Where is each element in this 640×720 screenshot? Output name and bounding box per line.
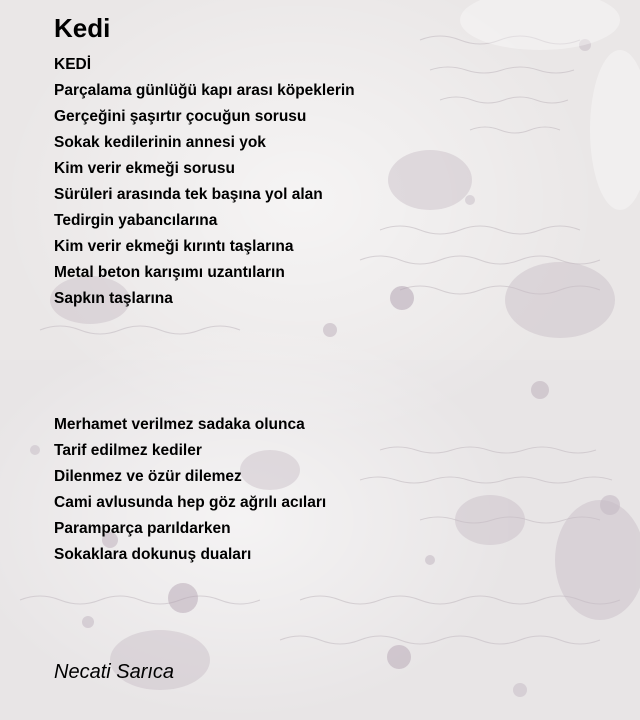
poem-line: Kim verir ekmeği sorusu: [54, 160, 235, 177]
poem-line: Tarif edilmez kediler: [54, 442, 202, 459]
poem-line: Metal beton karışımı uzantıların: [54, 264, 285, 281]
poem-line: Kim verir ekmeği kırıntı taşlarına: [54, 238, 294, 255]
poem-author: Necati Sarıca: [54, 661, 175, 683]
poem-stanza-2: [54, 412, 326, 568]
poem-line: Sokak kedilerinin annesi yok: [54, 134, 266, 151]
poem-line: Tedirgin yabancılarına: [54, 212, 218, 229]
poem-line: Gerçeğini şaşırtır çocuğun sorusu: [54, 108, 307, 125]
poem-line: KEDİ: [54, 56, 92, 73]
poem-line: Merhamet verilmez sadaka olunca: [54, 416, 305, 433]
poem-title: Kedi: [54, 13, 111, 43]
poem-line: Sokaklara dokunuş duaları: [54, 546, 252, 563]
poem-line: Sapkın taşlarına: [54, 290, 173, 307]
poem-line: Paramparça parıldarken: [54, 520, 231, 537]
poem-line: Dilenmez ve özür dilemez: [54, 468, 242, 485]
poem-stanza-1: [54, 52, 355, 312]
poem-line: Parçalama günlüğü kapı arası köpeklerin: [54, 82, 355, 99]
poem-line: Sürüleri arasında tek başına yol alan: [54, 186, 323, 203]
poem-line: Cami avlusunda hep göz ağrılı acıları: [54, 494, 327, 511]
